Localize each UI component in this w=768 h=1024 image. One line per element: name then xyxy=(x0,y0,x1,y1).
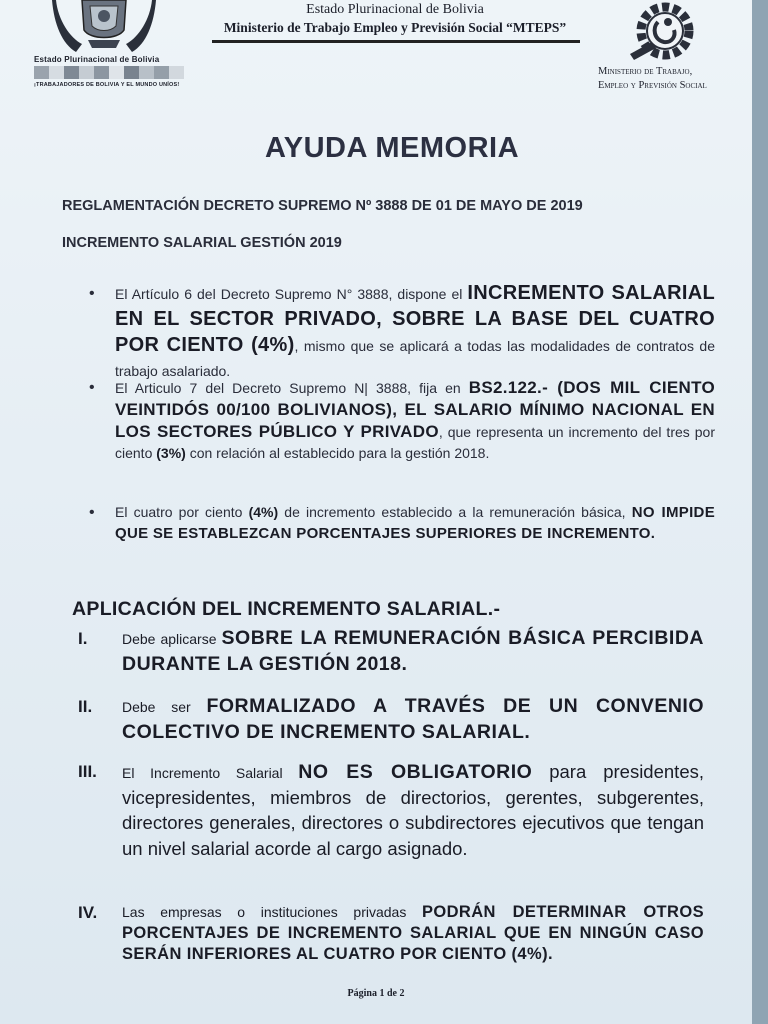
bullet-item-four-percent: • El cuatro por ciento (4%) de incremento establecido a la remuneración básica, NO IMPIDE QUE SE ESTABLEZCAN PORCENTAJES SUPERIORES DE INCREMENTO. xyxy=(115,502,715,544)
header-state-line: Estado Plurinacional de Bolivia xyxy=(306,2,484,17)
list-item-i: I. Debe aplicarse SOBRE LA REMUNERACIÓN BÁSICA PERCIBIDA DURANTE LA GESTIÓN 2018. xyxy=(78,627,704,675)
bullet-item-article-6: • El Artículo 6 del Decreto Supremo N° 3888, dispone el INCREMENTO SALARIAL EN EL SECTOR PRIVADO, SOBRE LA BASE DEL CUATRO POR CIENTO (4%), mismo que se aplicará a todas las modalidades de contratos de trabajo asalariado. xyxy=(115,281,715,384)
left-logo-motto: ¡TRABAJADORES DE BOLIVIA Y EL MUNDO UNÍOS! xyxy=(34,82,180,88)
bullet-item-article-7: • El Articulo 7 del Decreto Supremo N| 3888, fija en BS2.122.- (DOS MIL CIENTO VEINTIDÓS 00/100 BOLIVIANOS), EL SALARIO MÍNIMO NACIONAL EN LOS SECTORES PÚBLICO Y PRIVADO, que representa un incremento del tres por ciento (3%) con relación al establecido para la gestión 2018. xyxy=(115,377,715,464)
ministry-gear-logo-icon xyxy=(622,0,708,62)
header-ministry-line: Ministerio de Trabajo Empleo y Previsión Social “MTEPS” xyxy=(223,20,567,35)
section-title: APLICACIÓN DEL INCREMENTO SALARIAL.- xyxy=(72,598,501,620)
coat-of-arms-seal-icon xyxy=(52,0,156,52)
page-number-footer: Página 1 de 2 xyxy=(347,988,405,999)
list-item-ii: II. Debe ser FORMALIZADO A TRAVÉS DE UN CONVENIO COLECTIVO DE INCREMENTO SALARIAL. xyxy=(78,695,704,743)
flag-pattern-strip xyxy=(34,66,184,79)
page-edge-background xyxy=(752,0,768,1024)
salary-subtitle: INCREMENTO SALARIAL GESTIÓN 2019 xyxy=(62,235,342,251)
list-item-iv: IV. Las empresas o instituciones privadas PODRÁN DETERMINAR OTROS PORCENTAJES DE INCREMENTO SALARIAL QUE EN NINGÚN CASO SERÁN INFERIORES AL CUATRO POR CIENTO (4%). xyxy=(78,903,704,963)
page-title: AYUDA MEMORIA xyxy=(264,132,520,164)
header-rule xyxy=(212,40,580,43)
logo-caption-line-1: Ministerio de Trabajo, xyxy=(598,66,693,77)
list-item-iii: III. El Incremento Salarial NO ES OBLIGATORIO para presidentes, vicepresidentes, miembros de directorios, gerentes, subgerentes, directores generales, directores o subdirectores ejecutivos que tengan un nivel salarial acorde al cargo asignado. xyxy=(78,761,704,859)
decree-subtitle: REGLAMENTACIÓN DECRETO SUPREMO Nº 3888 DE 01 DE MAYO DE 2019 xyxy=(62,198,583,214)
left-logo-caption: Estado Plurinacional de Bolivia xyxy=(34,55,160,64)
logo-caption-line-2: Empleo y Previsión Social xyxy=(598,80,707,91)
